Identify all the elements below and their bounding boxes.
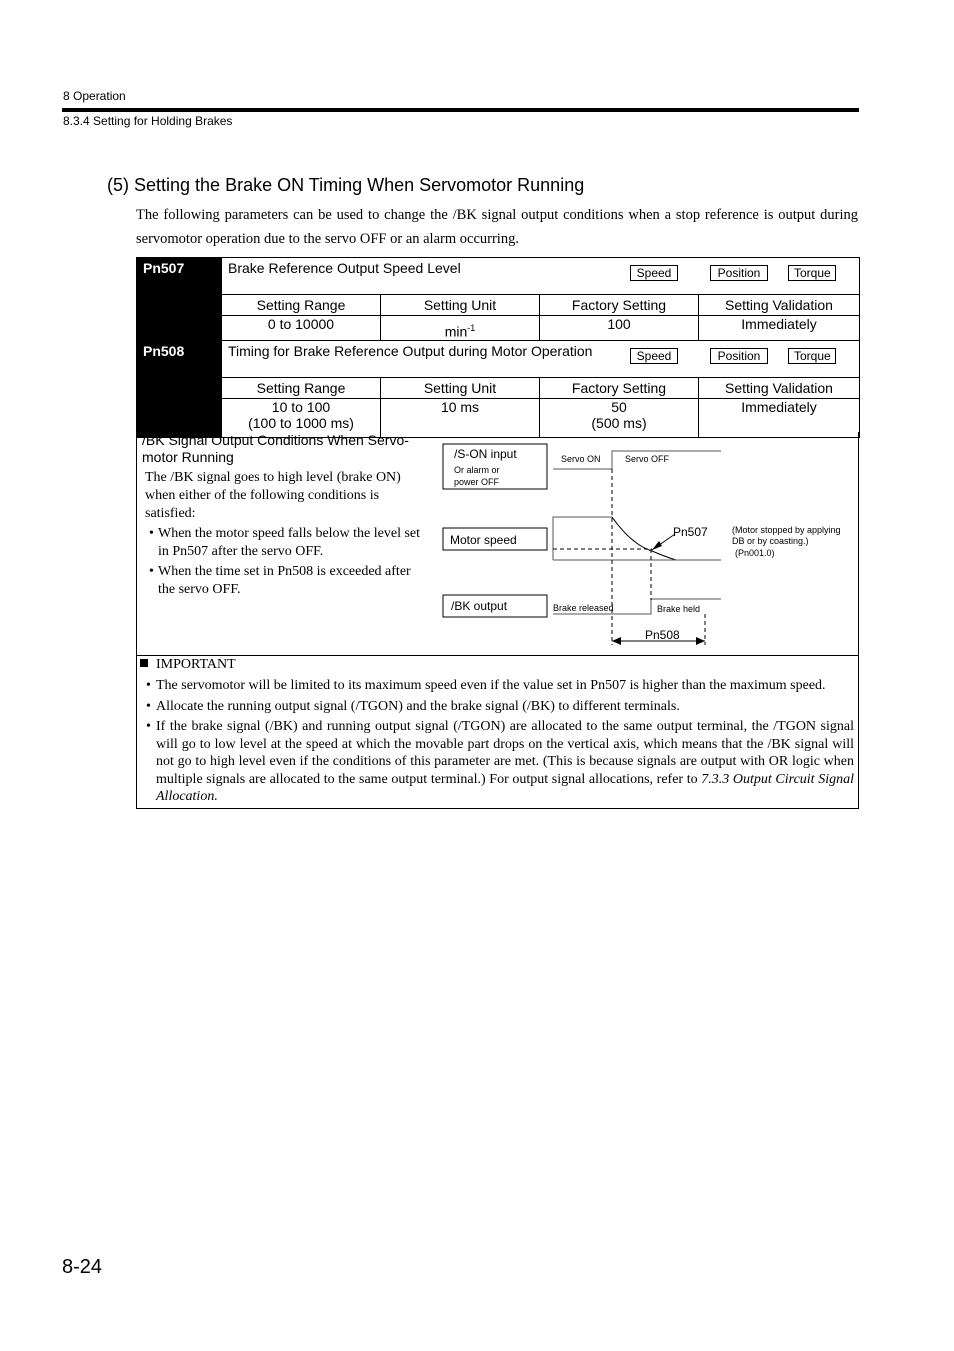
pn507-label: Pn507 bbox=[673, 525, 708, 539]
motor-speed-label: Motor speed bbox=[450, 533, 517, 547]
pn507-factory: 100 bbox=[540, 316, 699, 341]
header-setting-range: Setting Range bbox=[222, 295, 381, 316]
tag-torque: Torque bbox=[788, 348, 836, 364]
son-sub2: power OFF bbox=[454, 477, 500, 487]
param-id-pn507: Pn507 bbox=[137, 258, 222, 341]
chapter-header: 8 Operation bbox=[63, 89, 126, 103]
header-factory-setting: Factory Setting bbox=[540, 378, 699, 399]
header-factory-setting: Factory Setting bbox=[540, 295, 699, 316]
pn507-unit: $\min^{-1}$ bbox=[381, 316, 540, 341]
header-setting-range: Setting Range bbox=[222, 378, 381, 399]
son-label: /S-ON input bbox=[454, 447, 517, 461]
pn507-range: 0 to 10000 bbox=[222, 316, 381, 341]
pn508-range: 10 to 100 (100 to 1000 ms) bbox=[222, 399, 381, 438]
important-item: • If the brake signal (/BK) and running output signal (/TGON) are allocated to the same output terminal, the /TGON signal will go to low level at the speed at which the movable part drops on the vertical axis, which means that the /BK signal will not go to high level even if the conditions of this parameter are met. (This is because signals are output with OR logic when multiple signals are allocated to the same output terminal.) For output signal allocations, refer to 7.3.3 Output Circuit Signal Allocation. bbox=[146, 718, 854, 806]
square-bullet-icon bbox=[140, 659, 148, 667]
servo-on-label: Servo ON bbox=[561, 454, 601, 464]
conditions-title: /BK Signal Output Conditions When Servo-motor Running bbox=[142, 432, 409, 465]
tag-torque: Torque bbox=[788, 265, 836, 281]
note-line3: (Pn001.0) bbox=[735, 548, 775, 558]
header-setting-unit: Setting Unit bbox=[381, 378, 540, 399]
header-setting-unit: Setting Unit bbox=[381, 295, 540, 316]
speed-decay-curve bbox=[612, 517, 676, 560]
pn508-validation: Immediately bbox=[699, 399, 860, 438]
param-title-pn508: Timing for Brake Reference Output during Motor Operation bbox=[228, 343, 593, 359]
intro-paragraph: The following parameters can be used to change the /BK signal output conditions when a stop reference is output during servomotor operation due to the servo OFF or an alarm occurring. bbox=[136, 207, 858, 247]
brake-released-label: Brake released bbox=[553, 603, 614, 613]
param-title-pn507: Brake Reference Output Speed Level bbox=[228, 260, 461, 276]
pn507-arrow bbox=[652, 541, 662, 550]
section-title: (5) Setting the Brake ON Timing When Servomotor Running bbox=[107, 175, 585, 195]
tag-speed: Speed bbox=[630, 348, 678, 364]
bk-output-label: /BK output bbox=[451, 599, 508, 613]
note-line2: DB or by coasting.) bbox=[732, 536, 809, 546]
conditions-text: The /BK signal goes to high level (brake ON) when either of the following conditions is satisfied: bbox=[145, 470, 401, 521]
condition-item: • When the time set in Pn508 is exceeded after the servo OFF. bbox=[145, 563, 425, 599]
page-number: 8-24 bbox=[62, 1256, 103, 1278]
pn508-unit: 10 ms bbox=[381, 399, 540, 438]
pn508-factory: 50 (500 ms) bbox=[540, 399, 699, 438]
important-item: • Allocate the running output signal (/TGON) and the brake signal (/BK) to different terminals. bbox=[146, 698, 854, 716]
important-item: • The servomotor will be limited to its maximum speed even if the value set in Pn507 is higher than the maximum speed. bbox=[146, 677, 854, 695]
speed-waveform-high bbox=[553, 517, 612, 560]
param-id-pn508: Pn508 bbox=[137, 341, 222, 438]
section-header: 8.3.4 Setting for Holding Brakes bbox=[63, 114, 233, 128]
pn507-validation: Immediately bbox=[699, 316, 860, 341]
tag-speed: Speed bbox=[630, 265, 678, 281]
pn508-label: Pn508 bbox=[645, 628, 680, 642]
pn508-arrow-right bbox=[696, 637, 705, 645]
condition-item: • When the motor speed falls below the level set in Pn507 after the servo OFF. bbox=[145, 525, 425, 561]
servo-off-label: Servo OFF bbox=[625, 454, 670, 464]
cross-reference: 7.3.3 Output Circuit Signal Allocation. bbox=[156, 771, 854, 804]
son-sub1: Or alarm or bbox=[454, 465, 500, 475]
important-heading: IMPORTANT bbox=[140, 657, 236, 673]
header-setting-validation: Setting Validation bbox=[699, 295, 860, 316]
tag-position: Position bbox=[710, 348, 768, 364]
brake-held-label: Brake held bbox=[657, 604, 701, 614]
header-setting-validation: Setting Validation bbox=[699, 378, 860, 399]
tag-position: Position bbox=[710, 265, 768, 281]
important-list bbox=[146, 677, 854, 809]
pn508-arrow-left bbox=[612, 637, 621, 645]
note-line1: (Motor stopped by applying bbox=[732, 525, 841, 535]
